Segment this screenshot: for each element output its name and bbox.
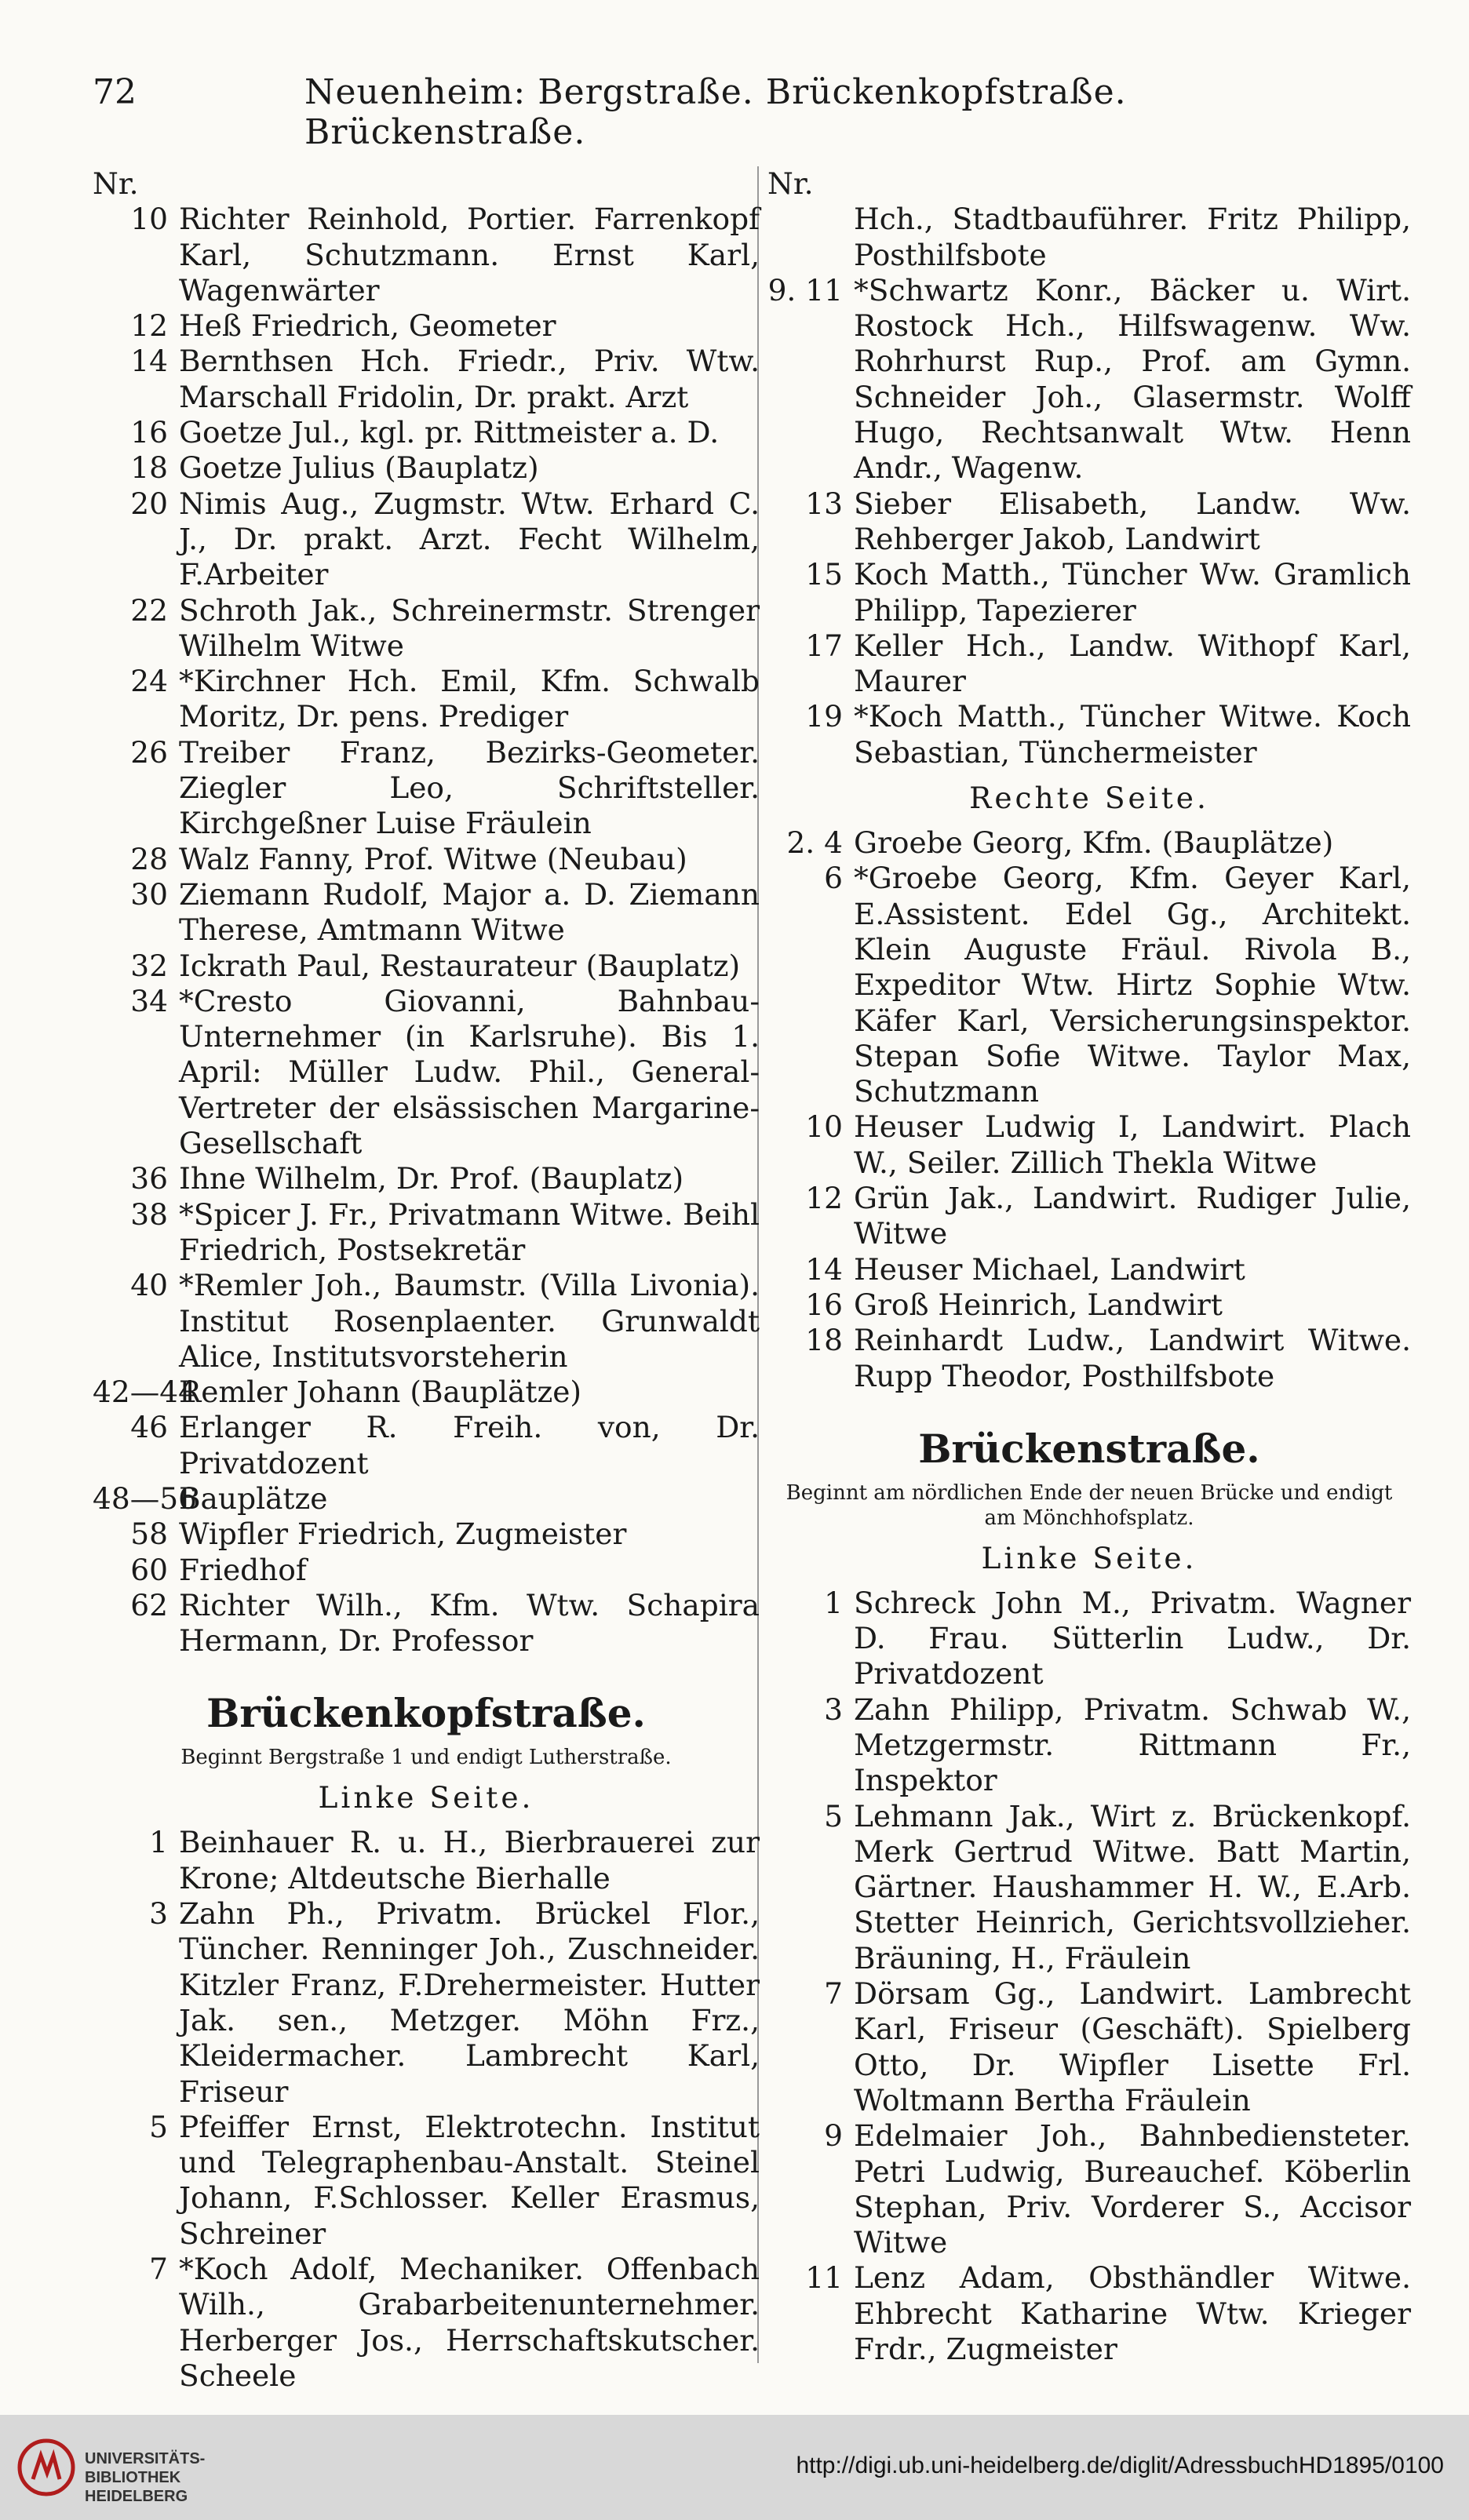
- resident-text: *Groebe Georg, Kfm. Geyer Karl, E.Assistent. Edel Gg., Architekt. Klein Auguste Fräul. Rivola B., Expeditor Wtw. Hirtz Sophie Wtw. Käfer Karl, Versicherungsinspektor. Stepan Sofie Witwe. Taylor Max, Schutzmann: [854, 861, 1411, 1109]
- resident-text: Walz Fanny, Prof. Witwe (Neubau): [179, 841, 687, 876]
- resident-text: *Cresto Giovanni, Bahnbau-Unternehmer (in Karlsruhe). Bis 1. April: Müller Ludw. Phil., General-Vertreter der elsässischen Margarine-Gesellschaft: [179, 983, 760, 1161]
- address-entry: [767, 1287, 1411, 1323]
- address-entry: [93, 735, 760, 842]
- resident-text: *Kirchner Hch. Emil, Kfm. Schwalb Moritz, Dr. pens. Prediger: [179, 664, 760, 734]
- resident-text: Zahn Philipp, Privatm. Schwab W., Metzgermstr. Rittmann Fr., Inspektor: [854, 1692, 1411, 1798]
- house-number: 3: [149, 1896, 168, 1932]
- resident-text: *Remler Joh., Baumstr. (Villa Livonia). Institut Rosenplaenter. Grunwaldt Alice, Institutsvorsteherin: [179, 1268, 760, 1374]
- resident-text: Koch Matth., Tüncher Ww. Gramlich Philipp, Tapezierer: [854, 557, 1411, 628]
- entry-list: [767, 202, 1411, 770]
- resident-text: Ickrath Paul, Restaurateur (Bauplatz): [179, 948, 741, 983]
- house-number: 62: [130, 1587, 168, 1622]
- resident-text: Heuser Ludwig I, Landwirt. Plach W., Seiler. Zillich Thekla Witwe: [854, 1109, 1411, 1180]
- address-entry: [93, 1517, 760, 1552]
- house-number: 19: [805, 699, 843, 734]
- address-entry: [767, 1181, 1411, 1252]
- house-number: 18: [130, 450, 168, 486]
- address-entry: [93, 1553, 760, 1588]
- house-number: 32: [130, 948, 168, 983]
- address-entry: [93, 202, 760, 308]
- address-entry: [767, 1109, 1411, 1181]
- house-number: [767, 202, 854, 273]
- house-number: 40: [130, 1268, 168, 1303]
- address-entry: [93, 450, 760, 486]
- house-number: 1: [824, 1585, 843, 1620]
- address-entry: [93, 1410, 760, 1481]
- page-title: Neuenheim: Bergstraße. Brückenkopfstraße. Brückenstraße.: [304, 72, 1127, 152]
- address-entry: [93, 664, 760, 735]
- logo-line: BIBLIOTHEK: [85, 2469, 181, 2486]
- address-entry: [767, 628, 1411, 700]
- resident-text: *Koch Matth., Tüncher Witwe. Koch Sebastian, Tünchermeister: [854, 699, 1411, 770]
- house-number: 58: [130, 1517, 168, 1552]
- address-entry: [93, 1375, 760, 1410]
- resident-text: Edelmaier Joh., Bahnbediensteter. Petri Ludwig, Bureauchef. Köberlin Stephan, Priv. Vorderer S., Accisor Witwe: [854, 2118, 1411, 2260]
- side-heading: Linke Seite.: [318, 1780, 534, 1815]
- address-entry: [767, 1252, 1411, 1287]
- resident-text: *Schwartz Konr., Bäcker u. Wirt. Rostock Hch., Hilfswagenw. Ww. Rohrhurst Rup., Prof. am Gymn. Schneider Joh., Glasermstr. Wolff Hugo, Rechtsanwalt Wtw. Henn Andr., Wagenw.: [854, 272, 1411, 486]
- address-entry: [767, 2260, 1411, 2367]
- address-entry: [767, 1323, 1411, 1394]
- house-number: 6: [824, 861, 843, 896]
- resident-text: Friedhof: [179, 1552, 307, 1587]
- address-entry: [767, 2118, 1411, 2260]
- house-number: 5: [824, 1798, 843, 1834]
- entry-list: [93, 1825, 760, 2394]
- resident-text: Bernthsen Hch. Friedr., Priv. Wtw. Marschall Fridolin, Dr. prakt. Arzt: [179, 344, 760, 414]
- street-title: Brückenkopfstraße.: [206, 1690, 646, 1737]
- address-entry: [767, 1799, 1411, 1976]
- resident-text: Groß Heinrich, Landwirt: [854, 1287, 1223, 1322]
- footer-bar: [0, 2415, 1469, 2520]
- address-entry: [93, 842, 760, 877]
- resident-text: Ziemann Rudolf, Major a. D. Ziemann Therese, Amtmann Witwe: [179, 876, 760, 948]
- address-entry: [93, 877, 760, 949]
- address-entry: [93, 1825, 760, 1896]
- address-entry: [93, 984, 760, 1161]
- house-number: 46: [130, 1410, 168, 1445]
- resident-text: Goetze Julius (Bauplatz): [179, 450, 539, 486]
- library-logo-text: [85, 2449, 205, 2506]
- logo-line: UNIVERSITÄTS-: [85, 2450, 206, 2467]
- resident-text: Pfeiffer Ernst, Elektrotechn. Institut und Telegraphenbau-Anstalt. Steinel Johann, F.Schlosser. Keller Erasmus, Schreiner: [179, 2109, 760, 2251]
- house-number: 16: [805, 1287, 843, 1322]
- address-entry: [93, 2110, 760, 2252]
- house-number: 3: [824, 1692, 843, 1727]
- address-entry: [767, 825, 1411, 861]
- address-entry: [93, 1588, 760, 1659]
- side-heading: Rechte Seite.: [969, 781, 1209, 816]
- house-number: 26: [130, 734, 168, 770]
- street-description: Beginnt Bergstraße 1 und endigt Lutherstraße.: [180, 1746, 672, 1770]
- address-entry: [93, 2252, 760, 2394]
- resident-text: Richter Reinhold, Portier. Farrenkopf Karl, Schutzmann. Ernst Karl, Wagenwärter: [179, 202, 760, 308]
- resident-text: Schroth Jak., Schreinermstr. Strenger Wilhelm Witwe: [179, 592, 760, 663]
- house-number: 15: [805, 557, 843, 592]
- address-entry: [93, 415, 760, 450]
- page-number: 72: [93, 72, 137, 112]
- source-url-link[interactable]: http://digi.ub.uni-heidelberg.de/diglit/AdressbuchHD1895/0100: [796, 2453, 1444, 2478]
- house-number: 7: [149, 2252, 168, 2287]
- house-number: 20: [130, 486, 168, 521]
- house-number: 38: [130, 1196, 168, 1232]
- resident-text: Zahn Ph., Privatm. Brückel Flor., Tüncher. Renninger Joh., Zuschneider. Kitzler Franz, F.Drehermeister. Hutter Jak. sen., Metzger. Möhn Frz., Kleidermacher. Lambrecht Karl, Friseur: [179, 1896, 760, 2109]
- resident-text: Grün Jak., Landwirt. Rudiger Julie, Witwe: [854, 1181, 1411, 1251]
- house-number: 60: [130, 1552, 168, 1587]
- resident-text: Nimis Aug., Zugmstr. Wtw. Erhard C. J., Dr. prakt. Arzt. Fecht Wilhelm, F.Arbeiter: [179, 486, 760, 592]
- address-entry: [767, 273, 1411, 486]
- house-number: 30: [130, 876, 168, 912]
- address-entry: [93, 1161, 760, 1196]
- address-entry: [767, 699, 1411, 770]
- resident-text: Beinhauer R. u. H., Bierbrauerei zur Krone; Altdeutsche Bierhalle: [179, 1825, 760, 1895]
- resident-text: Richter Wilh., Kfm. Wtw. Schapira Hermann, Dr. Professor: [179, 1587, 760, 1659]
- address-entry: [767, 202, 1411, 273]
- address-entry: [93, 1268, 760, 1375]
- resident-text: *Spicer J. Fr., Privatmann Witwe. Beihl Friedrich, Postsekretär: [179, 1196, 760, 1267]
- entry-list: [767, 825, 1411, 1394]
- left-column: [93, 166, 760, 2394]
- house-number: 17: [805, 628, 843, 663]
- resident-text: Lehmann Jak., Wirt z. Brückenkopf. Merk Gertrud Witwe. Batt Martin, Gärtner. Haushammer H. W., E.Arb. Stetter Heinrich, Gerichtsvollzieher. Bräuning, H., Fräulein: [854, 1798, 1411, 1976]
- resident-text: Dörsam Gg., Landwirt. Lambrecht Karl, Friseur (Geschäft). Spielberg Otto, Dr. Wipfler Lisette Frl. Woltmann Bertha Fräulein: [854, 1976, 1411, 2118]
- resident-text: *Koch Adolf, Mechaniker. Offenbach Wilh., Grabarbeitenunternehmer. Herberger Jos., Herrschaftskutscher. Scheele: [179, 2252, 760, 2393]
- address-entry: [93, 344, 760, 415]
- house-number: 9. 11: [767, 272, 843, 308]
- address-entry: [93, 593, 760, 665]
- resident-text: Heuser Michael, Landwirt: [854, 1251, 1245, 1287]
- house-number: 14: [130, 344, 168, 379]
- house-number: 1: [149, 1825, 168, 1860]
- house-number: 12: [130, 308, 168, 344]
- street-description: Beginnt am nördlichen Ende der neuen Brücke und endigt am Mönchhofsplatz.: [786, 1480, 1393, 1530]
- address-entry: [767, 861, 1411, 1109]
- house-number: 22: [130, 592, 168, 628]
- nr-label: Nr.: [767, 166, 814, 201]
- entry-list: [767, 1586, 1411, 2368]
- house-number: 13: [805, 486, 843, 521]
- resident-text: Lenz Adam, Obsthändler Witwe. Ehbrecht Katharine Wtw. Krieger Frdr., Zugmeister: [854, 2260, 1411, 2367]
- house-number: 24: [130, 664, 168, 699]
- house-number: 12: [805, 1181, 843, 1216]
- side-heading: Linke Seite.: [981, 1540, 1197, 1575]
- house-number: 14: [805, 1251, 843, 1287]
- resident-text: Wipfler Friedrich, Zugmeister: [179, 1517, 627, 1552]
- house-number: 10: [130, 202, 168, 237]
- house-number: 10: [805, 1109, 843, 1145]
- resident-text: Reinhardt Ludw., Landwirt Witwe. Rupp Theodor, Posthilfsbote: [854, 1323, 1411, 1393]
- house-number: 2. 4: [786, 825, 843, 861]
- house-number: 7: [824, 1976, 843, 2012]
- right-column: [767, 166, 1411, 2367]
- street-title: Brückenstraße.: [918, 1425, 1260, 1472]
- address-entry: [93, 1197, 760, 1269]
- nr-label: Nr.: [93, 166, 139, 201]
- resident-text: Schreck John M., Privatm. Wagner D. Frau. Sütterlin Ludw., Dr. Privatdozent: [854, 1585, 1411, 1692]
- house-number: 5: [149, 2109, 168, 2144]
- address-entry: [93, 486, 760, 593]
- address-entry: [767, 486, 1411, 558]
- resident-text: Remler Johann (Bauplätze): [179, 1375, 582, 1410]
- address-entry: [767, 1976, 1411, 2118]
- house-number: 28: [130, 841, 168, 876]
- resident-text: Erlanger R. Freih. von, Dr. Privatdozent: [179, 1410, 760, 1480]
- house-number: 34: [130, 983, 168, 1018]
- resident-text: Sieber Elisabeth, Landw. Ww. Rehberger Jakob, Landwirt: [854, 486, 1411, 556]
- resident-text: Heß Friedrich, Geometer: [179, 308, 556, 344]
- resident-text: Keller Hch., Landw. Withopf Karl, Maurer: [854, 628, 1411, 699]
- resident-text: Treiber Franz, Bezirks-Geometer. Ziegler Leo, Schriftsteller. Kirchgeßner Luise Fräulein: [179, 734, 760, 841]
- logo-line: HEIDELBERG: [85, 2488, 188, 2505]
- house-number: 36: [130, 1161, 168, 1196]
- resident-text: Goetze Jul., kgl. pr. Rittmeister a. D.: [179, 415, 720, 450]
- house-number: 9: [824, 2118, 843, 2154]
- house-number: 18: [805, 1323, 843, 1358]
- house-number: 42—44: [93, 1375, 197, 1410]
- house-number: 48—56: [93, 1480, 197, 1516]
- resident-text: Groebe Georg, Kfm. (Bauplätze): [854, 825, 1334, 861]
- page-header: [93, 72, 1380, 152]
- resident-text: Bauplätze: [179, 1480, 328, 1516]
- address-entry: [767, 1692, 1411, 1799]
- address-entry: [767, 1586, 1411, 1692]
- address-entry: [93, 1896, 760, 2110]
- entry-list: [93, 202, 760, 1659]
- address-entry: [93, 1481, 760, 1517]
- house-number: 16: [130, 415, 168, 450]
- resident-text: Hch., Stadtbauführer. Fritz Philipp, Posthilfsbote: [854, 202, 1411, 272]
- house-number: 11: [805, 2260, 843, 2296]
- address-entry: [93, 308, 760, 344]
- address-entry: [93, 949, 760, 984]
- resident-text: Ihne Wilhelm, Dr. Prof. (Bauplatz): [179, 1161, 684, 1196]
- address-entry: [767, 557, 1411, 628]
- library-logo-icon: [17, 2438, 75, 2496]
